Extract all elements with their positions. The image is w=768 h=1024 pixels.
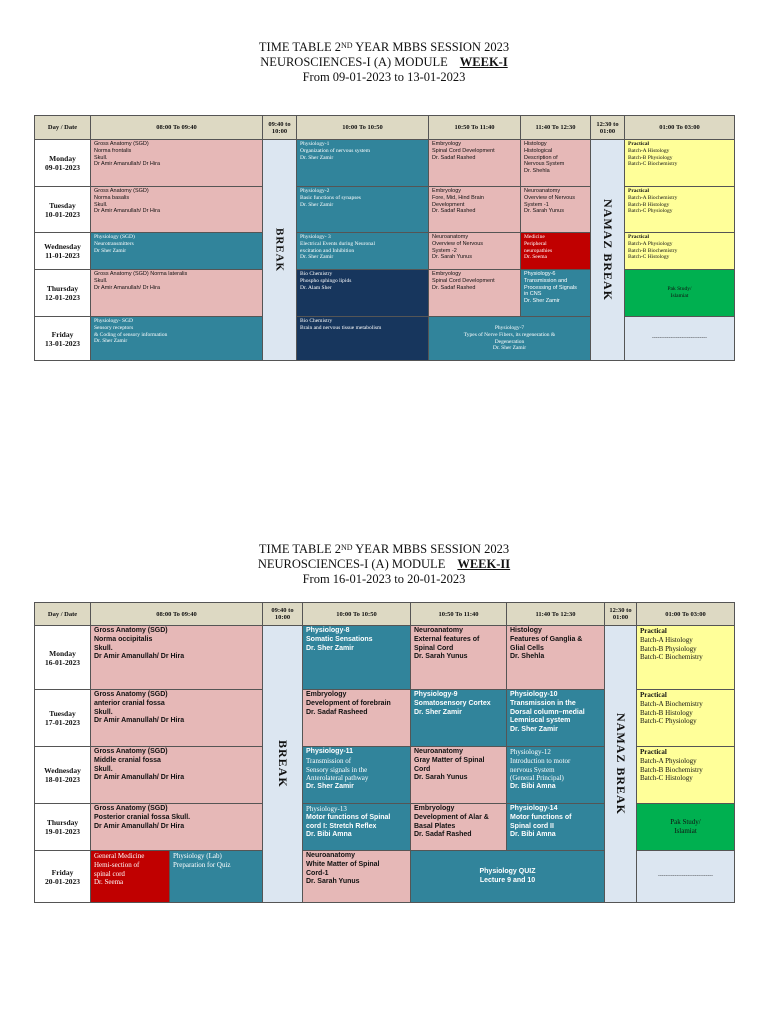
practical-cell: Practical Batch-A Biochemistry Batch-B Histology Batch-C Physiology (637, 690, 735, 747)
table-row (35, 233, 735, 270)
session-cell: Physiology (SGD) Neurotransmitters Dr Sher Zamir (91, 233, 263, 270)
empty-slot: ------------------------------ (625, 317, 735, 361)
header-cell: 01:00 To 03:00 (637, 603, 735, 626)
header-cell: 11:40 To 12:30 (507, 603, 605, 626)
session-cell: Physiology- 3 Electrical Events during Neuronal excitation and Inhibition Dr. Sher Zamir (297, 233, 429, 270)
practical-cell: Practical Batch-A Physiology Batch-B Biochemistry Batch-C Histology (625, 233, 735, 270)
session-cell: Physiology-13 Motor functions of Spinal cord I: Stretch Reflex Dr. Bibi Amna (303, 804, 411, 851)
day-cell: Friday 13-01-2023 (35, 317, 91, 361)
session-cell: Physiology-9 Somatosensory Cortex Dr. Sher Zamir (411, 690, 507, 747)
header-cell: Day / Date (35, 603, 91, 626)
session-cell: Gross Anatomy (SGD) Norma basalis Skull. Dr Amir Amanullah/ Dr Hira (91, 187, 263, 233)
session-cell: Gross Anatomy (SGD) Norma occipitalis Skull. Dr Amir Amanullah/ Dr Hira (91, 626, 263, 690)
week-2-title (0, 542, 768, 587)
general-medicine-cell: General Medicine Hemi-section of spinal cord Dr. Seema (91, 851, 170, 902)
session-cell: Neuroanatomy Overview of Nervous System -2 Dr. Sarah Yunus (429, 233, 521, 270)
session-cell: Physiology-6 Transmission and Processing of Signals in CNS Dr. Sher Zamir (521, 270, 591, 317)
practical-cell: Practical Batch-A Histology Batch-B Physiology Batch-C Biochemistry (637, 626, 735, 690)
session-cell: Bio Chemistry Phospho sphingo lipids Dr. Alam Sher (297, 270, 429, 317)
day-cell: Wednesday 11-01-2023 (35, 233, 91, 270)
header-cell: 11:40 To 12:30 (521, 116, 591, 140)
title-line-1: TIME TABLE 2ND YEAR MBBS SESSION 2023 (258, 40, 510, 54)
session-cell: Embryology Spinal Cord Development Dr. Sadaf Rashed (429, 140, 521, 187)
session-cell: Embryology Spinal Cord Development Dr. Sadaf Rashed (429, 270, 521, 317)
session-cell: Gross Anatomy (SGD) anterior cranial fossa Skull. Dr Amir Amanullah/ Dr Hira (91, 690, 263, 747)
session-cell (91, 851, 263, 903)
pak-study-cell: Pak Study/ Islamiat (637, 804, 735, 851)
practical-cell: Practical Batch-A Histology Batch-B Physiology Batch-C Biochemistry (625, 140, 735, 187)
week-label: WEEK-II (457, 557, 511, 571)
week-1-timetable (34, 115, 735, 361)
session-cell: Bio Chemistry Brain and nervous tissue metabolism (297, 317, 429, 361)
session-cell: Physiology-14 Motor functions of Spinal cord II Dr. Bibi Amna (507, 804, 605, 851)
table-row (35, 270, 735, 317)
session-cell: Gross Anatomy (SGD) Norma frontalis Skull. Dr Amir Amanullah/ Dr Hira (91, 140, 263, 187)
week-1-title (0, 40, 768, 85)
session-cell: Gross Anatomy (SGD) Middle cranial fossa Skull. Dr Amir Amanullah/ Dr Hira (91, 747, 263, 804)
session-cell: Medicine Peripheral neuropathies Dr. Seema (521, 233, 591, 270)
empty-slot: ------------------------------ (637, 851, 735, 903)
day-cell: Thursday 19-01-2023 (35, 804, 91, 851)
practical-cell: Practical Batch-A Biochemistry Batch-B Histology Batch-C Physiology (625, 187, 735, 233)
header-cell: 09:40 to 10:00 (263, 116, 297, 140)
namaz-break-column: NAMAZ BREAK (605, 626, 637, 903)
day-cell: Monday 16-01-2023 (35, 626, 91, 690)
session-cell: Embryology Fore, Mid, Hind Brain Development Dr. Sadaf Rashed (429, 187, 521, 233)
break-column: BREAK (263, 626, 303, 903)
header-row (35, 116, 735, 140)
header-cell: 10:00 To 10:50 (303, 603, 411, 626)
title-line-2: NEUROSCIENCES-I (A) MODULE WEEK-II (257, 557, 511, 571)
day-cell: Tuesday 10-01-2023 (35, 187, 91, 233)
table-row (35, 187, 735, 233)
table-row (35, 140, 735, 187)
header-cell: 12:30 to 01:00 (591, 116, 625, 140)
title-line-1: TIME TABLE 2ND YEAR MBBS SESSION 2023 (258, 542, 510, 556)
day-cell: Monday 09-01-2023 (35, 140, 91, 187)
session-cell: Neuroanatomy Overview of Nervous System -1 Dr. Sarah Yunus (521, 187, 591, 233)
break-column: BREAK (263, 140, 297, 361)
practical-cell: Practical Batch-A Physiology Batch-B Biochemistry Batch-C Histology (637, 747, 735, 804)
header-cell: 01:00 To 03:00 (625, 116, 735, 140)
pak-study-cell: Pak Study/ Islamiat (625, 270, 735, 317)
day-cell: Friday 20-01-2023 (35, 851, 91, 903)
session-cell: Physiology-1 Organization of nervous system Dr. Sher Zamir (297, 140, 429, 187)
date-range: From 09-01-2023 to 13-01-2023 (302, 70, 466, 84)
header-cell: 10:50 To 11:40 (429, 116, 521, 140)
session-cell: Histology Histological Description of Nervous System Dr. Shehla (521, 140, 591, 187)
quiz-cell: Physiology QUIZ Lecture 9 and 10 (411, 851, 605, 903)
session-cell: Physiology- SGD Sensory receptors & Coding of sensory information Dr. Sher Zamir (91, 317, 263, 361)
session-cell: Neuroanatomy Gray Matter of Spinal Cord Dr. Sarah Yunus (411, 747, 507, 804)
session-cell: Physiology-10 Transmission in the Dorsal column–medial Lemniscal system Dr. Sher Zamir (507, 690, 605, 747)
day-cell: Tuesday 17-01-2023 (35, 690, 91, 747)
session-cell: Physiology-8 Somatic Sensations Dr. Sher Zamir (303, 626, 411, 690)
header-cell: 12:30 to 01:00 (605, 603, 637, 626)
header-row (35, 603, 735, 626)
table-row (35, 626, 735, 690)
day-cell: Thursday 12-01-2023 (35, 270, 91, 317)
physiology-lab-cell: Physiology (Lab) Preparation for Quiz (170, 851, 263, 902)
day-cell: Wednesday 18-01-2023 (35, 747, 91, 804)
session-cell: Physiology-12 Introduction to motor nervous System (General Principal) Dr. Bibi Amna (507, 747, 605, 804)
session-cell: Histology Features of Ganglia & Glial Cells Dr. Shehla (507, 626, 605, 690)
session-cell: Gross Anatomy (SGD) Norma lateralis Skull. Dr Amir Amanullah/ Dr Hira (91, 270, 263, 317)
header-cell: 08:00 To 09:40 (91, 603, 263, 626)
session-cell: Physiology-2 Basic functions of synapses Dr. Sher Zamir (297, 187, 429, 233)
session-cell: Neuroanatomy White Matter of Spinal Cord-1 Dr. Sarah Yunus (303, 851, 411, 903)
session-cell: Physiology-7 Types of Nerve Fibers, its regeneration & Degeneration Dr. Sher Zamir (429, 317, 591, 361)
header-cell: 10:00 To 10:50 (297, 116, 429, 140)
title-line-2: NEUROSCIENCES-I (A) MODULE WEEK-I (260, 55, 508, 69)
date-range: From 16-01-2023 to 20-01-2023 (302, 572, 466, 586)
session-cell: Physiology-11 Transmission of Sensory signals in the Anterolateral pathway Dr. Sher Zamir (303, 747, 411, 804)
header-cell: 09:40 to 10:00 (263, 603, 303, 626)
session-cell: Neuroanatomy External features of Spinal Cord Dr. Sarah Yunus (411, 626, 507, 690)
namaz-break-column: NAMAZ BREAK (591, 140, 625, 361)
session-cell: Embryology Development of forebrain Dr. Sadaf Rasheed (303, 690, 411, 747)
table-row (35, 317, 735, 361)
session-cell: Embryology Development of Alar & Basal Plates Dr. Sadaf Rashed (411, 804, 507, 851)
header-cell: 08:00 To 09:40 (91, 116, 263, 140)
week-2-timetable (34, 602, 735, 903)
header-cell: Day / Date (35, 116, 91, 140)
session-cell: Gross Anatomy (SGD) Posterior cranial fossa Skull. Dr Amir Amanullah/ Dr Hira (91, 804, 263, 851)
header-cell: 10:50 To 11:40 (411, 603, 507, 626)
week-label: WEEK-I (459, 55, 508, 69)
